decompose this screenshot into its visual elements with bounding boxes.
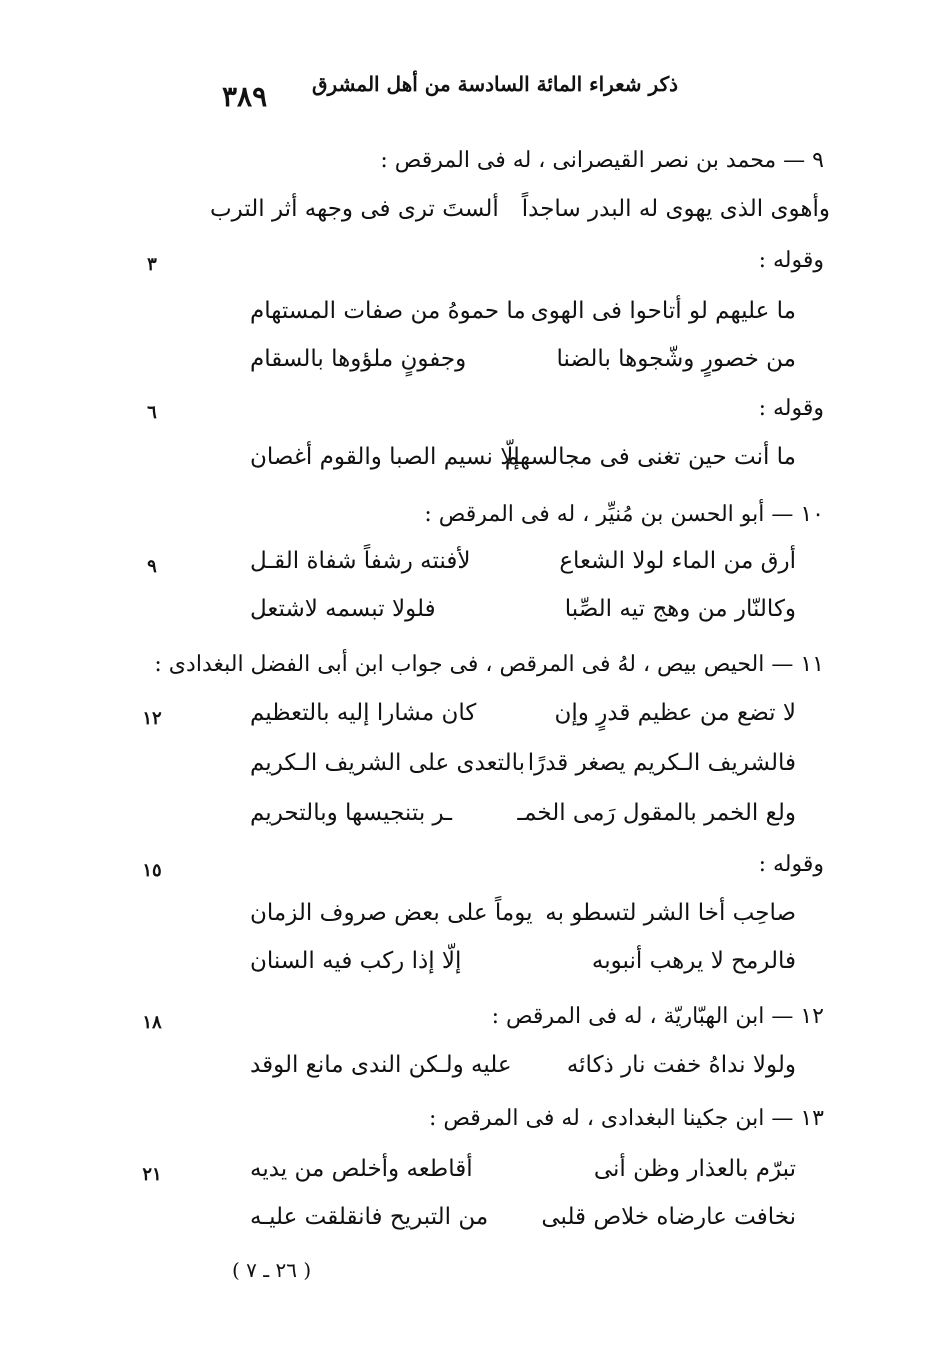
line-number-6: ٦ — [147, 402, 157, 423]
verse-3 — [250, 346, 796, 386]
verse-12-first-hemistich: ولولا نداهُ خفت نار ذكائه — [566, 1052, 796, 1078]
verse-11-first-hemistich: فالرمح لا يرهب أنبوبه — [591, 948, 796, 974]
verse-2-second-hemistich: ما حموهُ من صفات المستهام — [250, 298, 526, 324]
line-number-18: ١٨ — [142, 1012, 162, 1033]
verse-14-second-hemistich: من التبريح فانقلقت عليـه — [250, 1204, 489, 1230]
verse-4-second-hemistich: إلّا نسيم الصبا والقوم أغصان — [250, 444, 520, 470]
line-number-3: ٣ — [147, 254, 157, 275]
verse-6-first-hemistich: وكالنّار من وهج تيه الصِّبا — [564, 596, 796, 622]
verse-2-first-hemistich: ما عليهم لو أتاحوا فى الهوى — [530, 298, 796, 324]
page-number: ٣٨٩ — [222, 80, 268, 113]
intro-wa-qawluhu-2: وقوله : — [758, 396, 824, 421]
intro-wa-qawluhu-1: وقوله : — [758, 248, 824, 273]
verse-13-first-hemistich: تبرّم بالعذار وظن أنى — [593, 1156, 796, 1182]
verse-11 — [250, 948, 796, 988]
verse-6 — [250, 596, 796, 636]
verse-6-second-hemistich: فلولا تبسمه لاشتعل — [250, 596, 436, 622]
verse-9 — [250, 800, 796, 840]
verse-13 — [250, 1156, 796, 1196]
verse-5-first-hemistich: أرق من الماء لولا الشعاع — [559, 548, 796, 574]
verse-4-first-hemistich: ما أنت حين تغنى فى مجالسهم — [504, 444, 796, 470]
verse-1-second-hemistich: ألستَ ترى فى وجهه أثر الترب — [210, 196, 499, 222]
verse-12 — [250, 1052, 796, 1092]
entry-heading-9: ٩ — محمد بن نصر القيصرانى ، له فى المرقص : — [380, 148, 824, 173]
verse-5 — [250, 548, 796, 588]
verse-1 — [210, 196, 830, 236]
verse-3-first-hemistich: من خصورٍ وشّجوها بالضنا — [556, 346, 796, 372]
entry-heading-13: ١٣ — ابن جكينا البغدادى ، له فى المرقص : — [428, 1106, 824, 1131]
verse-4 — [250, 444, 796, 484]
printer-signature-mark: ( ٢٦ ـ ٧ ) — [232, 1258, 312, 1282]
verse-13-second-hemistich: أقاطعه وأخلص من يديه — [250, 1156, 473, 1182]
verse-11-second-hemistich: إلّا إذا ركب فيه السنان — [250, 948, 462, 974]
verse-5-second-hemistich: لأفنته رشفاً شفاة القـل — [250, 548, 471, 574]
verse-3-second-hemistich: وجفونٍ ملؤوها بالسقام — [250, 346, 467, 372]
intro-wa-qawluhu-3: وقوله : — [758, 852, 824, 877]
verse-7 — [250, 700, 796, 740]
verse-12-second-hemistich: عليه ولـكن الندى مانع الوقد — [250, 1052, 512, 1078]
verse-14-first-hemistich: نخافت عارضاه خلاص قلبى — [541, 1204, 796, 1230]
verse-8-second-hemistich: بالتعدى على الشريف الـكريم — [250, 750, 526, 776]
line-number-21: ٢١ — [142, 1164, 162, 1185]
entry-heading-11: ١١ — الحيص بيص ، لهُ فى المرقص ، فى جواب ابن أبى الفضل البغدادى : — [154, 652, 824, 677]
line-number-12: ١٢ — [142, 708, 162, 729]
line-number-9: ٩ — [147, 556, 157, 577]
running-header-title: ذكر شعراء المائة السادسة من أهل المشرق — [311, 72, 678, 96]
entry-heading-12: ١٢ — ابن الهبّاريّة ، له فى المرقص : — [491, 1004, 824, 1029]
entry-heading-10: ١٠ — أبو الحسن بن مُنيِّر ، له فى المرقص : — [424, 502, 824, 527]
verse-1-first-hemistich: وأهوى الذى يهوى له البدر ساجداً — [521, 196, 830, 222]
verse-8-first-hemistich: فالشريف الـكريم يصغر قدرًا — [527, 750, 796, 776]
verse-9-second-hemistich: ـر بتنجيسها وبالتحريم — [250, 800, 452, 826]
verse-2 — [250, 298, 796, 338]
verse-9-first-hemistich: ولع الخمر بالمقول رَمى الخمـ — [517, 800, 796, 826]
verse-7-first-hemistich: لا تضع من عظيم قدرٍ وإن — [554, 700, 796, 726]
verse-10-first-hemistich: صاحِب أخا الشر لتسطو به — [545, 900, 796, 926]
verse-10-second-hemistich: يوماً على بعض صروف الزمان — [250, 900, 533, 926]
verse-14 — [250, 1204, 796, 1244]
line-number-15: ١٥ — [142, 860, 162, 881]
verse-7-second-hemistich: كان مشارا إليه بالتعظيم — [250, 700, 477, 726]
verse-8 — [250, 750, 796, 790]
verse-10 — [250, 900, 796, 940]
